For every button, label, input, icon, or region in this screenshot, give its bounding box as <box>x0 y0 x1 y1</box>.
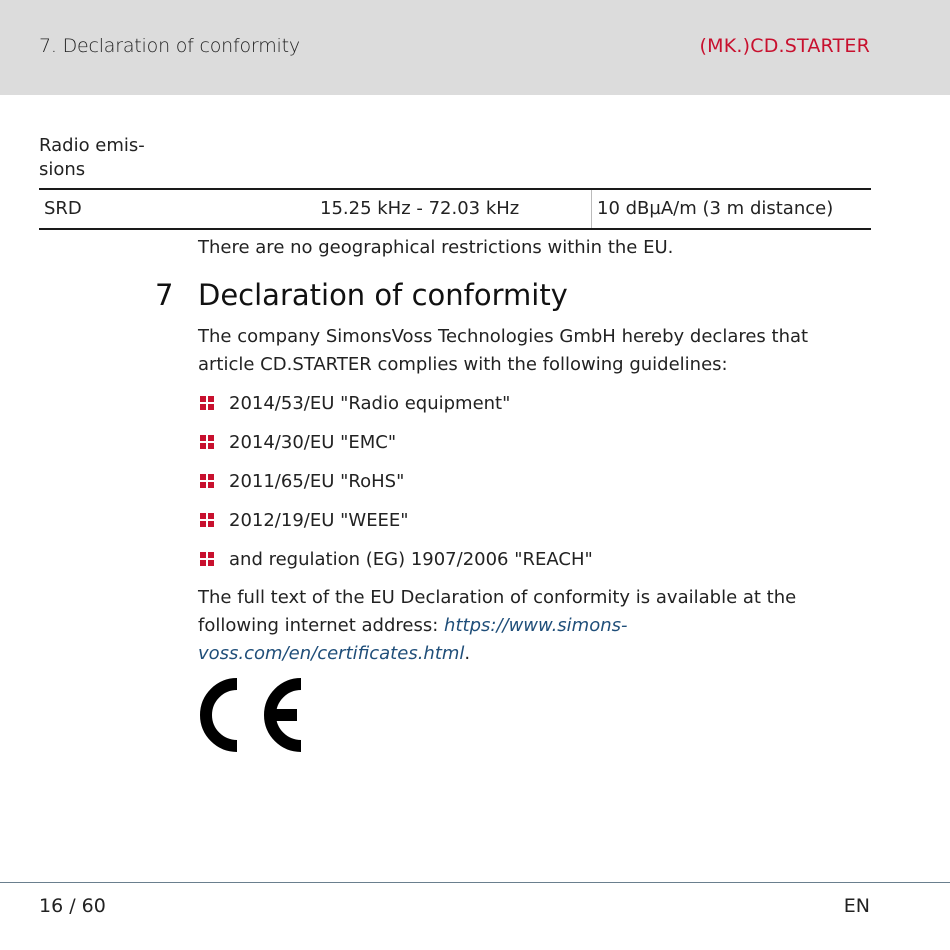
ce-mark-logo <box>198 676 308 758</box>
page-number: 16 / 60 <box>39 895 106 917</box>
guidelines-list <box>200 392 593 587</box>
list-item-text: and regulation (EG) 1907/2006 "REACH" <box>229 549 593 570</box>
table-cell-type: SRD <box>44 198 82 219</box>
page-header <box>0 0 950 95</box>
bullet-icon <box>200 435 214 449</box>
list-item <box>200 470 593 509</box>
list-item-text: 2012/19/EU "WEEE" <box>229 510 409 531</box>
section-title: Declaration of conformity <box>198 278 568 312</box>
list-item-text: 2014/53/EU "Radio equipment" <box>229 393 511 414</box>
footer-divider <box>0 882 950 883</box>
list-item <box>200 431 593 470</box>
list-item <box>200 509 593 548</box>
table-cell-frequency: 15.25 kHz - 72.03 kHz <box>320 198 520 219</box>
table-cell-power: 10 dBµA/m (3 m distance) <box>597 198 834 219</box>
language-code: EN <box>843 895 870 917</box>
bullet-icon <box>200 552 214 566</box>
geographic-note: There are no geographical restrictions within the EU. <box>198 237 674 258</box>
radio-emissions-table <box>39 188 871 230</box>
header-product-name: (MK.)CD.STARTER <box>699 35 870 57</box>
intro-paragraph: The company SimonsVoss Technologies GmbH hereby declares that article CD.STARTER complies with the following guidelines: <box>198 326 809 375</box>
list-item <box>200 392 593 431</box>
list-item <box>200 548 593 587</box>
certificates-link[interactable]: https://www.simons-voss.com/en/certificates.html <box>198 615 628 664</box>
list-item-text: 2014/30/EU "EMC" <box>229 432 397 453</box>
radio-emissions-label: Radio emis- sions <box>39 135 145 180</box>
full-text-prefix: The full text of the EU Declaration of conformity is available at the following internet address: <box>198 587 797 636</box>
bullet-icon <box>200 513 214 527</box>
section-number: 7 <box>155 278 174 312</box>
full-text-paragraph <box>198 584 870 668</box>
full-text-suffix: . <box>464 643 471 664</box>
table-column-divider <box>591 190 592 228</box>
header-section-title: 7. Declaration of conformity <box>39 35 300 57</box>
bullet-icon <box>200 474 214 488</box>
bullet-icon <box>200 396 214 410</box>
ce-mark-icon <box>198 676 308 754</box>
list-item-text: 2011/65/EU "RoHS" <box>229 471 405 492</box>
